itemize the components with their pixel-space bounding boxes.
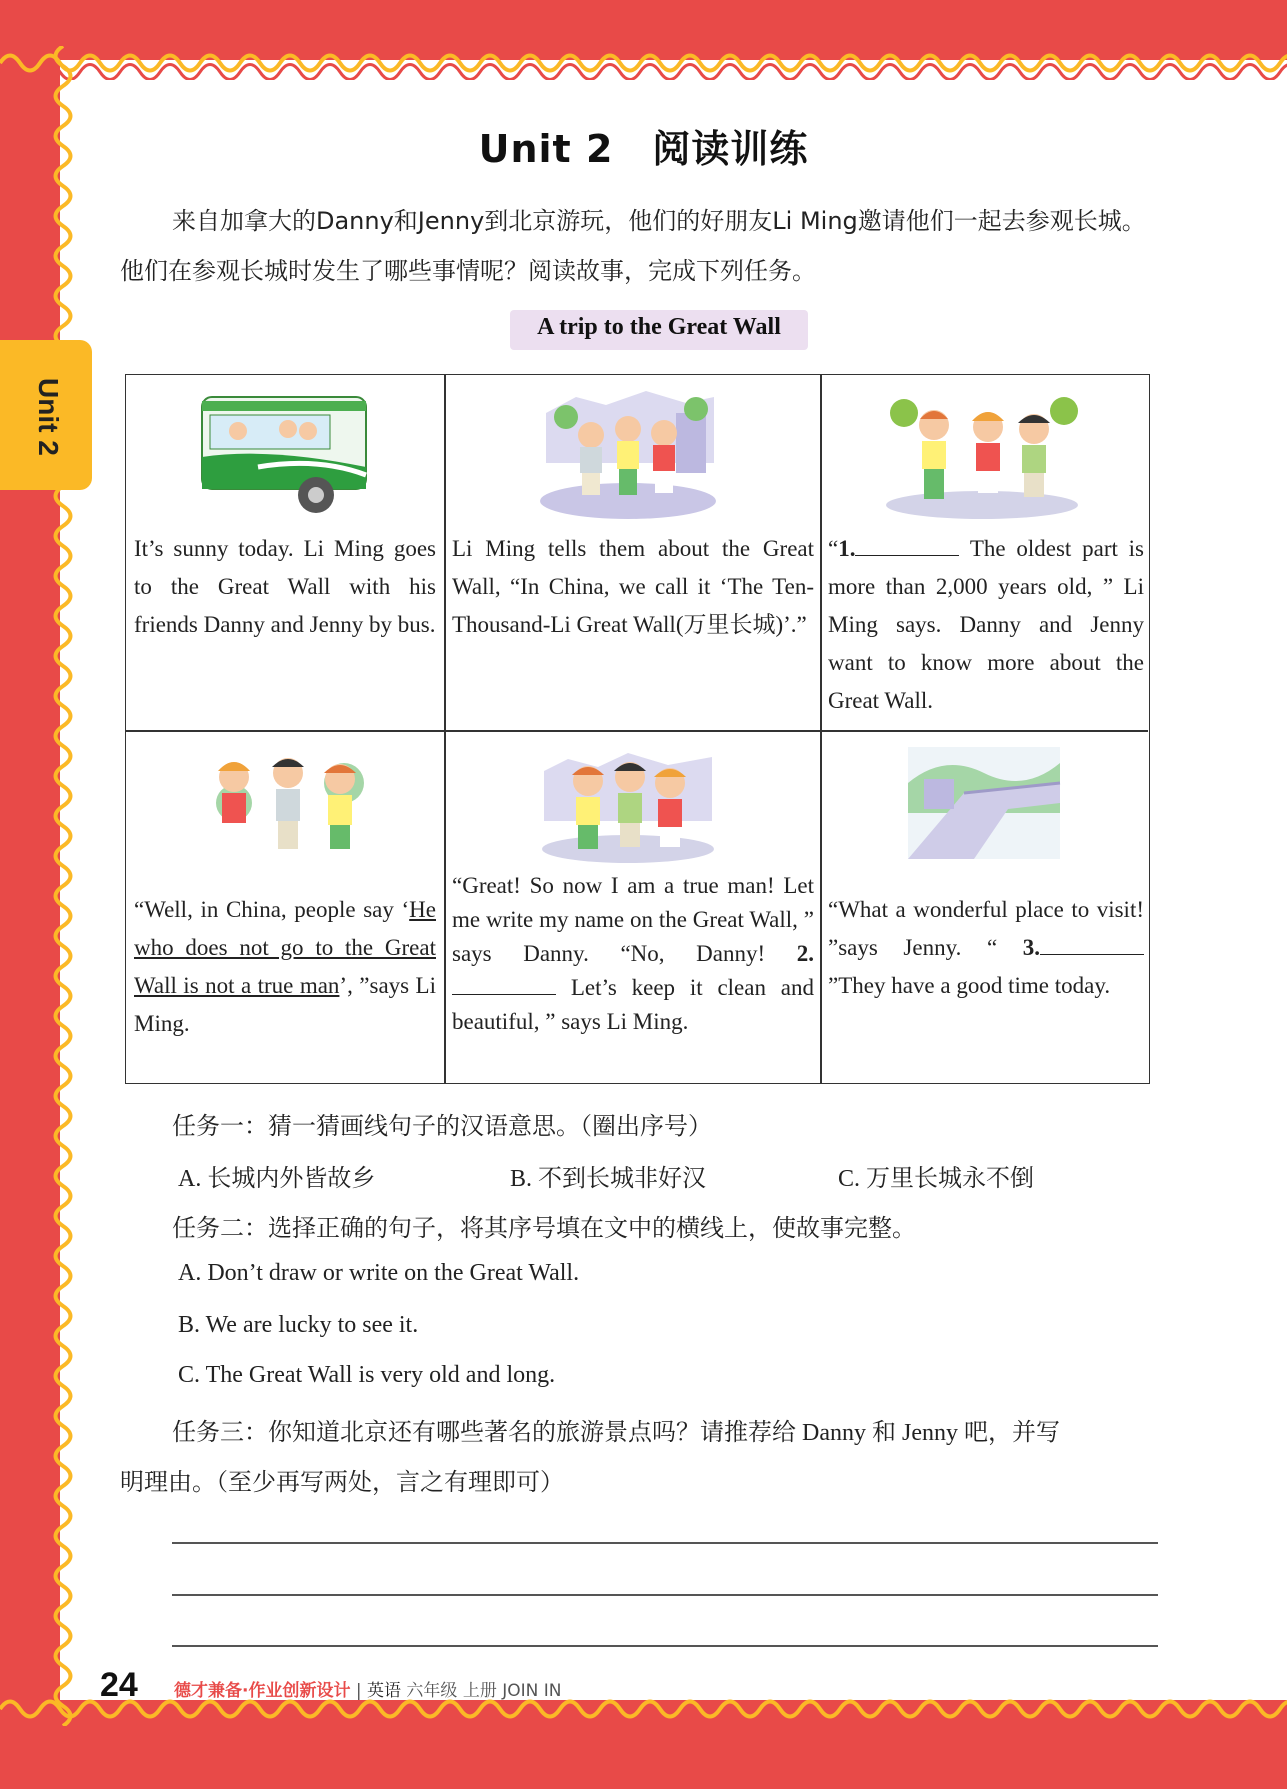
footer-edition: JOIN IN bbox=[502, 1681, 562, 1701]
panel-3-rest: The oldest part is more than 2,000 years old, ” Li Ming says. Danny and Jenny want to know more about the Great Wall. bbox=[828, 536, 1144, 713]
blank-3-number: 3. bbox=[1022, 935, 1041, 960]
blank-2[interactable] bbox=[452, 974, 556, 995]
task-2-prompt: 任务二：选择正确的句子，将其序号填在文中的横线上，使故事完整。 bbox=[172, 1216, 916, 1242]
footer-info bbox=[174, 1676, 562, 1701]
unit-side-tab-label: Unit 2 bbox=[33, 378, 64, 456]
story-title: A trip to the Great Wall bbox=[537, 314, 781, 340]
task-2-option-c: C. The Great Wall is very old and long. bbox=[178, 1362, 556, 1388]
page-title: Unit 2 阅读训练 bbox=[478, 127, 809, 171]
task-1-option-b[interactable]: B. 不到长城非好汉 bbox=[510, 1166, 707, 1192]
great-wall-scenery-illustration bbox=[904, 743, 1064, 863]
panel-3-text bbox=[828, 530, 1144, 720]
answer-line[interactable] bbox=[172, 1645, 1158, 1647]
task-2-option-a: A. Don’t draw or write on the Great Wall. bbox=[178, 1260, 580, 1286]
footer-separator: | bbox=[355, 1681, 362, 1701]
wavy-border-top bbox=[0, 46, 1287, 80]
grid-divider bbox=[820, 375, 822, 1083]
panel-4-text bbox=[134, 891, 436, 1043]
unit-side-tab bbox=[0, 340, 92, 490]
task-3-prompt-line-2: 明理由。（至少再写两处，言之有理即可） bbox=[120, 1470, 564, 1496]
answer-line[interactable] bbox=[172, 1594, 1158, 1596]
panel-6-open-quote: “ bbox=[986, 935, 1023, 960]
footer-brand: 德才兼备·作业创新设计 bbox=[174, 1681, 351, 1701]
panel-4-text-start: “Well, in China, people say ‘ bbox=[134, 897, 410, 922]
page-number: 24 bbox=[100, 1666, 138, 1704]
three-children-talking-illustration bbox=[880, 389, 1084, 521]
li-ming-explaining-illustration bbox=[194, 743, 384, 859]
blank-3[interactable] bbox=[1040, 934, 1144, 955]
task-3-prompt-line-1: 任务三：你知道北京还有哪些著名的旅游景点吗？请推荐给 Danny 和 Jenny 吧，并写 bbox=[172, 1420, 1060, 1446]
underlined-sentence: He who does not go to the Great Wall is not a true man bbox=[134, 897, 436, 998]
panel-4-text-end: ’, ”says Li Ming. bbox=[134, 973, 436, 1036]
grid-divider bbox=[444, 375, 446, 1083]
panel-2-text: Li Ming tells them about the Great Wall, “In China, we call it ‘The Ten-Thousand-Li Great Wall(万里长城)’.” bbox=[452, 536, 814, 637]
panel-3-open-quote: “ bbox=[828, 536, 839, 561]
panel-5-text-start: “Great! So now I am a true man! Let me write my name on the Great Wall, ” says Danny. “No, Danny! bbox=[452, 873, 814, 966]
children-on-great-wall-illustration bbox=[536, 383, 720, 519]
task-1-option-a[interactable]: A. 长城内外皆故乡 bbox=[178, 1166, 376, 1192]
grid-divider bbox=[126, 730, 1148, 732]
story-panel-grid bbox=[125, 374, 1150, 1084]
task-1-prompt: 任务一：猜一猜画线句子的汉语意思。（圈出序号） bbox=[172, 1114, 712, 1140]
task-1-option-c[interactable]: C. 万里长城永不倒 bbox=[838, 1166, 1035, 1192]
footer-subject: 英语 bbox=[367, 1681, 402, 1701]
blank-1-number: 1. bbox=[838, 536, 856, 561]
wavy-border-left bbox=[46, 46, 80, 1726]
intro-paragraph: 来自加拿大的Danny和Jenny到北京游玩，他们的好朋友Li Ming邀请他们一起去参观长城。他们在参观长城时发生了哪些事情呢？阅读故事，完成下列任务。 bbox=[120, 207, 1146, 285]
answer-line[interactable] bbox=[172, 1542, 1158, 1544]
panel-6-text-end: ”They have a good time today. bbox=[828, 973, 1111, 998]
panel-5-text-end: Let’s keep it clean and beautiful, ” says Li Ming. bbox=[452, 975, 814, 1034]
footer-term: 上册 bbox=[462, 1681, 497, 1701]
danny-wants-to-write-illustration bbox=[538, 741, 718, 863]
bus-illustration bbox=[198, 387, 370, 517]
panel-6-text-start: “What a wonderful place to visit! ”says Jenny. bbox=[828, 897, 1144, 960]
blank-1[interactable] bbox=[855, 535, 959, 556]
panel-6-text bbox=[828, 891, 1144, 1005]
panel-5-text bbox=[452, 869, 814, 1039]
blank-2-number: 2. bbox=[796, 941, 814, 966]
panel-1-text: It’s sunny today. Li Ming goes to the Great Wall with his friends Danny and Jenny by bus. bbox=[134, 536, 436, 637]
task-2-option-b: B. We are lucky to see it. bbox=[178, 1312, 419, 1338]
footer-grade: 六年级 bbox=[406, 1681, 458, 1701]
